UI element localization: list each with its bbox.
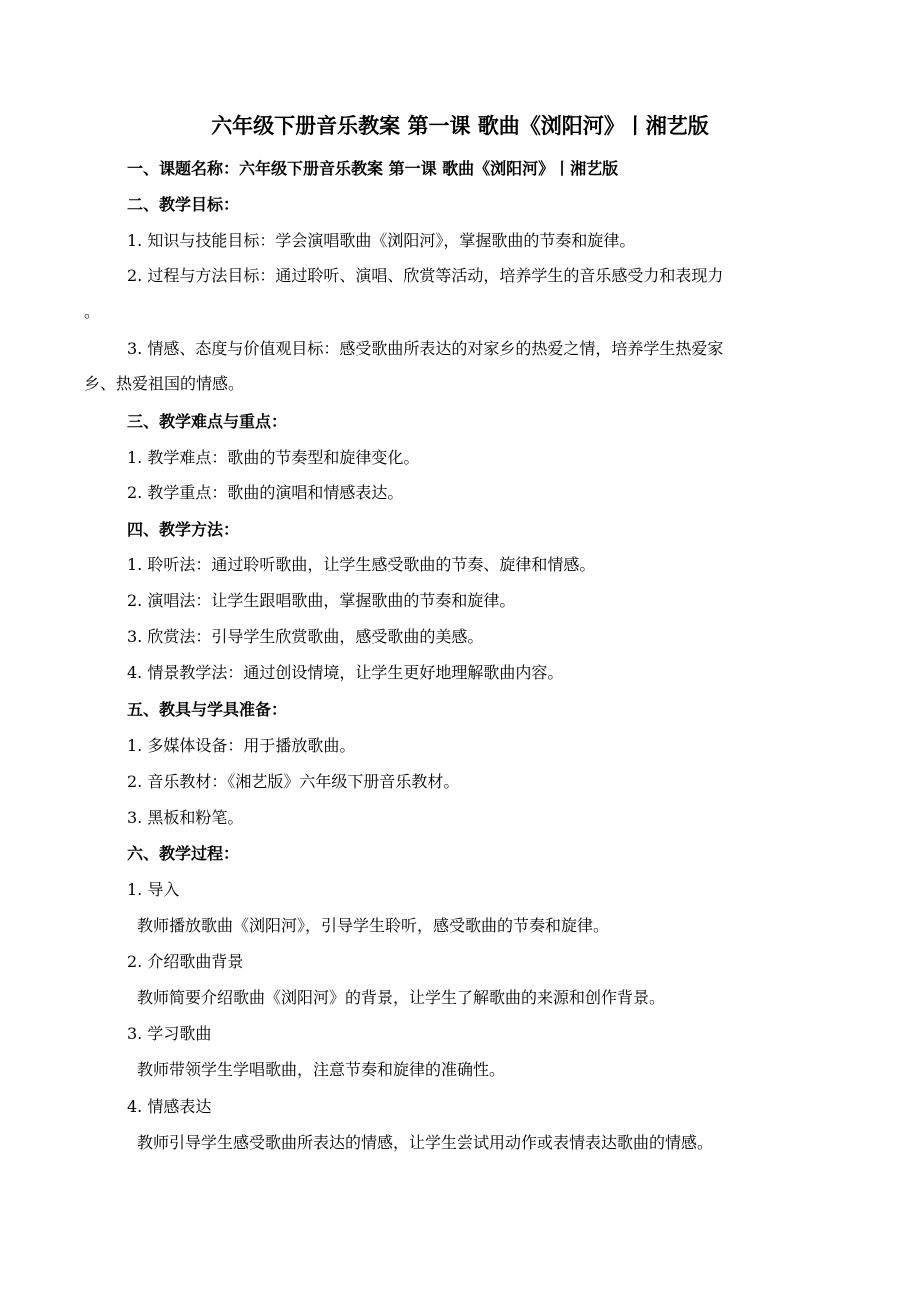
section-heading: 一、课题名称：六年级下册音乐教案 第一课 歌曲《浏阳河》丨湘艺版 (127, 159, 619, 178)
text-line: 4. 情感表达 (127, 1097, 212, 1116)
section-heading: 五、教具与学具准备： (127, 700, 288, 719)
text-line: 教师带领学生学唱歌曲，注意节奏和旋律的准确性。 (137, 1060, 506, 1079)
text-line: 1. 教学难点：歌曲的节奏型和旋律变化。 (127, 448, 420, 467)
page-title: 六年级下册音乐教案 第一课 歌曲《浏阳河》丨湘艺版 (211, 114, 709, 138)
text-line: 1. 知识与技能目标：学会演唱歌曲《浏阳河》，掌握歌曲的节奏和旋律。 (127, 231, 636, 250)
text-line: 1. 导入 (127, 880, 180, 899)
text-line: 2. 过程与方法目标：通过聆听、演唱、欣赏等活动，培养学生的音乐感受力和表现力 (127, 266, 724, 285)
text-line: 2. 教学重点：歌曲的演唱和情感表达。 (127, 483, 404, 502)
text-line: 教师播放歌曲《浏阳河》，引导学生聆听，感受歌曲的节奏和旋律。 (137, 916, 610, 935)
text-line: 2. 音乐教材：《湘艺版》六年级下册音乐教材。 (127, 772, 460, 791)
text-line: 教师引导学生感受歌曲所表达的情感，让学生尝试用动作或表情表达歌曲的情感。 (137, 1133, 714, 1152)
text-line: 。 (84, 302, 101, 321)
section-heading: 六、教学过程： (127, 844, 240, 863)
text-line: 4. 情景教学法：通过创设情境，让学生更好地理解歌曲内容。 (127, 663, 564, 682)
text-line: 3. 情感、态度与价值观目标：感受歌曲所表达的对家乡的热爱之情，培养学生热爱家 (127, 339, 724, 358)
text-line: 乡、热爱祖国的情感。 (84, 374, 245, 393)
section-heading: 三、教学难点与重点： (127, 412, 288, 431)
text-line: 教师简要介绍歌曲《浏阳河》的背景，让学生了解歌曲的来源和创作背景。 (137, 988, 666, 1007)
text-line: 3. 欣赏法：引导学生欣赏歌曲，感受歌曲的美感。 (127, 627, 484, 646)
text-line: 1. 多媒体设备：用于播放歌曲。 (127, 736, 356, 755)
section-heading: 四、教学方法： (127, 520, 240, 539)
section-heading: 二、教学目标： (127, 195, 240, 214)
text-line: 3. 黑板和粉笔。 (127, 808, 244, 827)
text-line: 1. 聆听法：通过聆听歌曲，让学生感受歌曲的节奏、旋律和情感。 (127, 555, 596, 574)
text-line: 2. 演唱法：让学生跟唱歌曲，掌握歌曲的节奏和旋律。 (127, 591, 516, 610)
text-line: 2. 介绍歌曲背景 (127, 952, 244, 971)
text-line: 3. 学习歌曲 (127, 1024, 212, 1043)
